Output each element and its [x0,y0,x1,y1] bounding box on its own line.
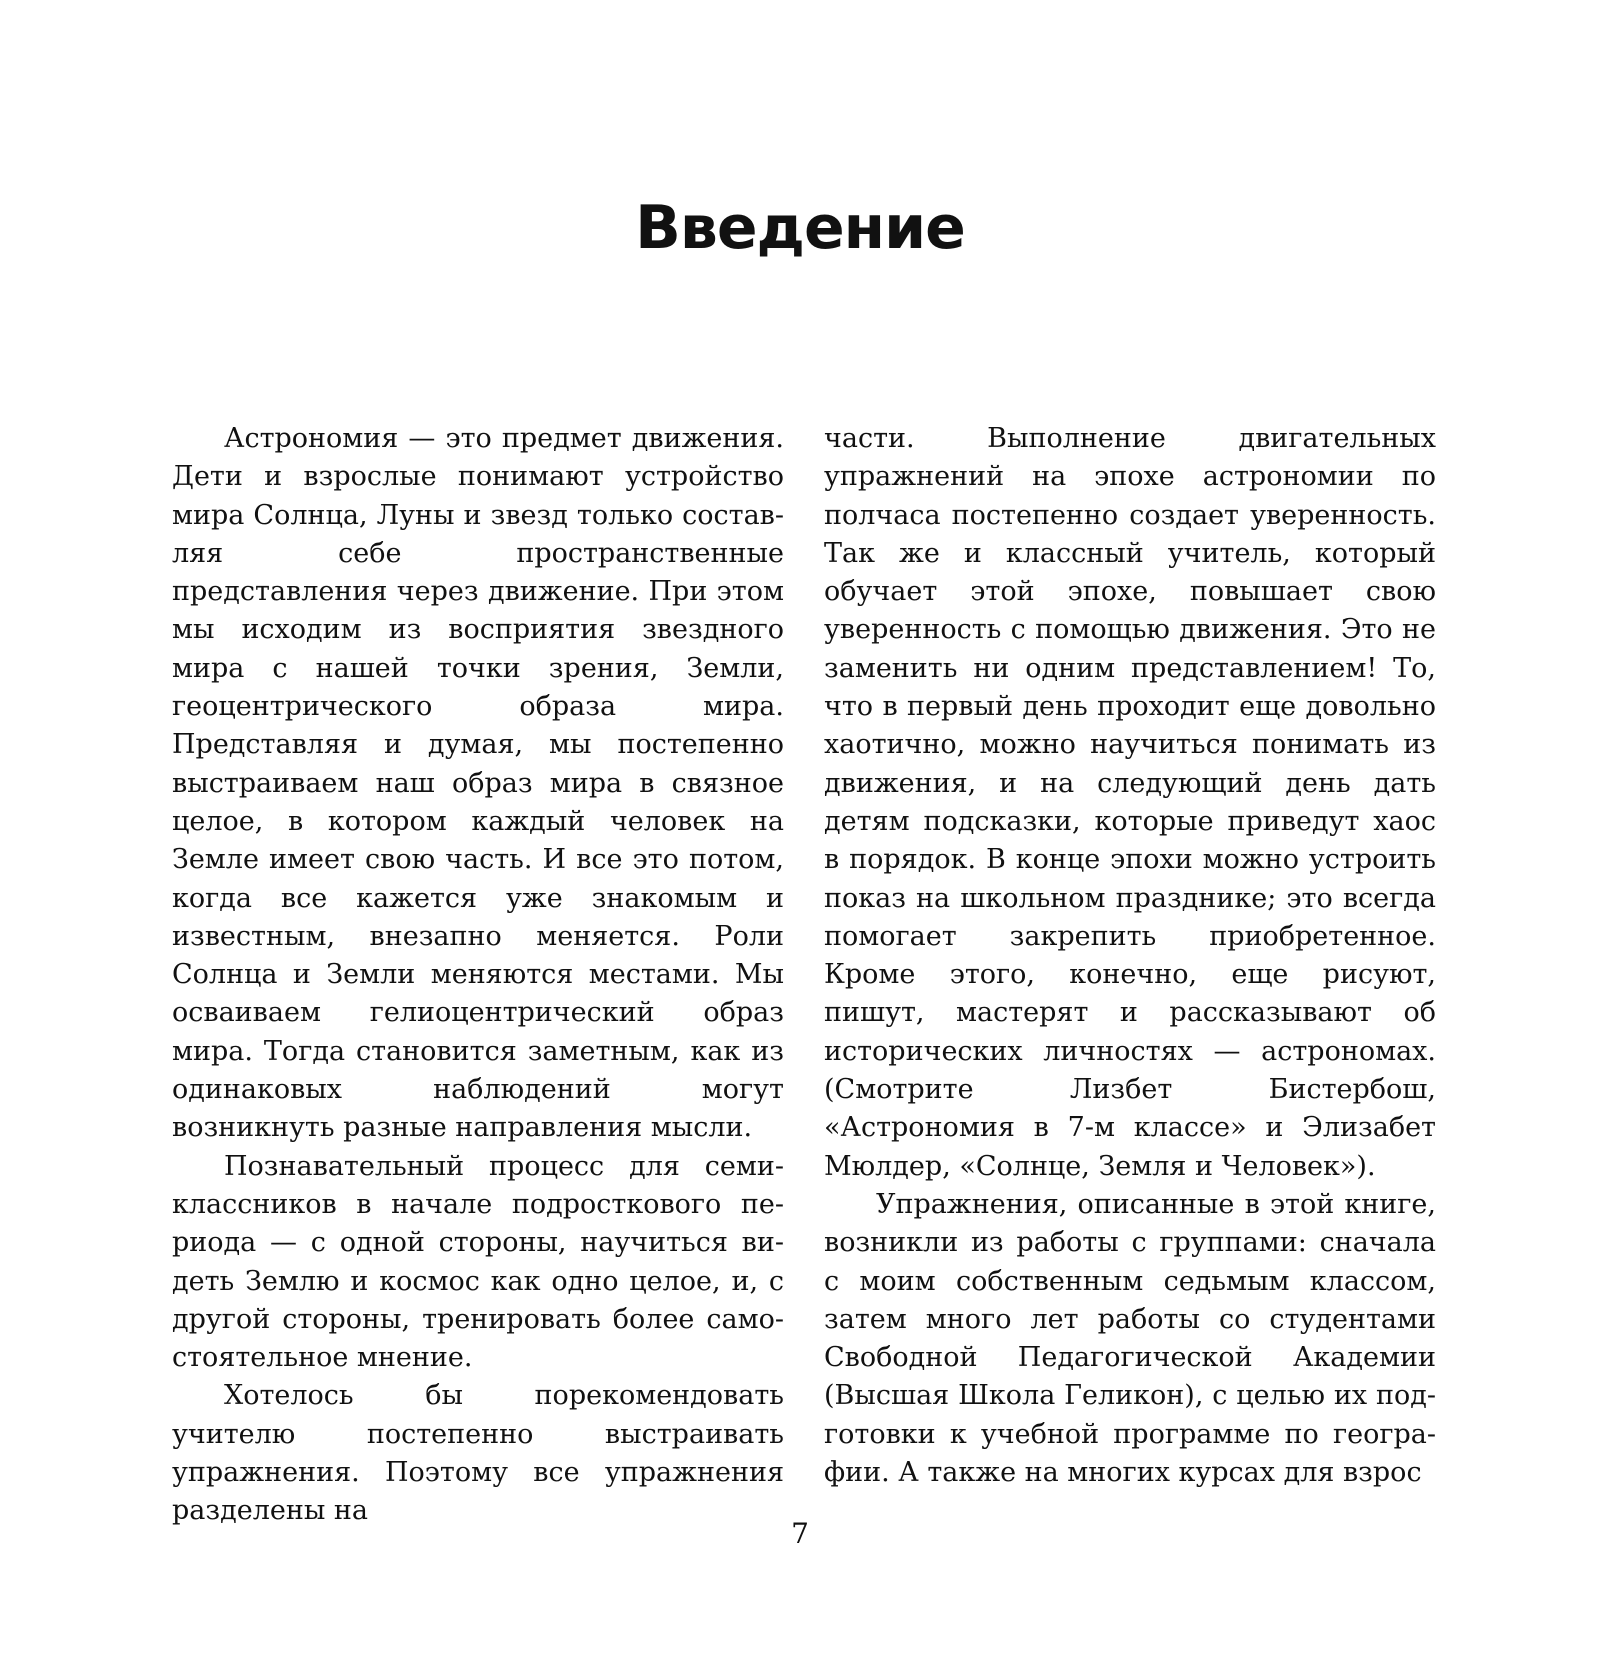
chapter-title: Введение [635,193,965,263]
page-number: 7 [791,1517,809,1550]
paragraph: Астрономия — это предмет движения. Дети и взрослые понимают устройство мира Солнца, Луны и звезд только составляя себе пространственные представления через движение. При этом мы исходим из восприятия звездного мира с нашей точки зрения, Земли, геоцентрического образа мира. Представляя и думая, мы постепенно выстраиваем наш образ мира в связное целое, в котором каждый человек на Земле имеет свою часть. И все это потом, когда все кажется уже знакомым и известным, внезапно меняется. Роли Солнца и Земли меняются местами. Мы осваиваем гелиоцентрический образ мира. Тогда становится заметным, как из одинаковых наблюдений могут возникнуть разные направления мысли. [172,423,784,1144]
paragraph: Упражнения, описанные в этой книге, возникли из работы с группами: сначала с моим собственным седьмым классом, затем много лет работы со студентами Свободной Педагогической Академии (Высшая Школа Геликон), с целью их подготовки к учебной программе по географии. А также на многих курсах для взрос [824,1188,1436,1489]
paragraph: части. Выполнение двигательных упражнений на эпохе астрономии по полчаса постепенно создает уверенность. Так же и классный учитель, который обучает этой эпохе, повышает свою уверенность с помощью движения. Это не заменить ни одним представлением! То, что в первый день проходит еще довольно хаотично, можно научиться понимать из движения, и на следующий день дать детям подсказки, которые приведут хаос в порядок. В конце эпохи можно устроить показ на школьном празднике; это всегда помогает закрепить приобретенное. Кроме этого, конечно, еще рисуют, пишут, мастерят и рассказывают об исторических личностях — астрономах. (Смотрите Лизбет Бистербош, «Астрономия в 7-м классе» и Элизабет Мюлдер, «Солнце, Земля и Человек»). [824,423,1436,1182]
paragraph: Познавательный процесс для семиклассников в начале подросткового периода — с одной стороны, научиться видеть Землю и космос как одно целое, и, с другой стороны, тренировать более самостоятельное мнение. [172,1150,784,1374]
text-column-left [172,420,784,1531]
text-column-right [824,420,1436,1492]
paragraph: Хотелось бы порекомендовать учителю постепенно выстраивать упражнения. Поэтому все упражнения разделены на [172,1380,784,1527]
